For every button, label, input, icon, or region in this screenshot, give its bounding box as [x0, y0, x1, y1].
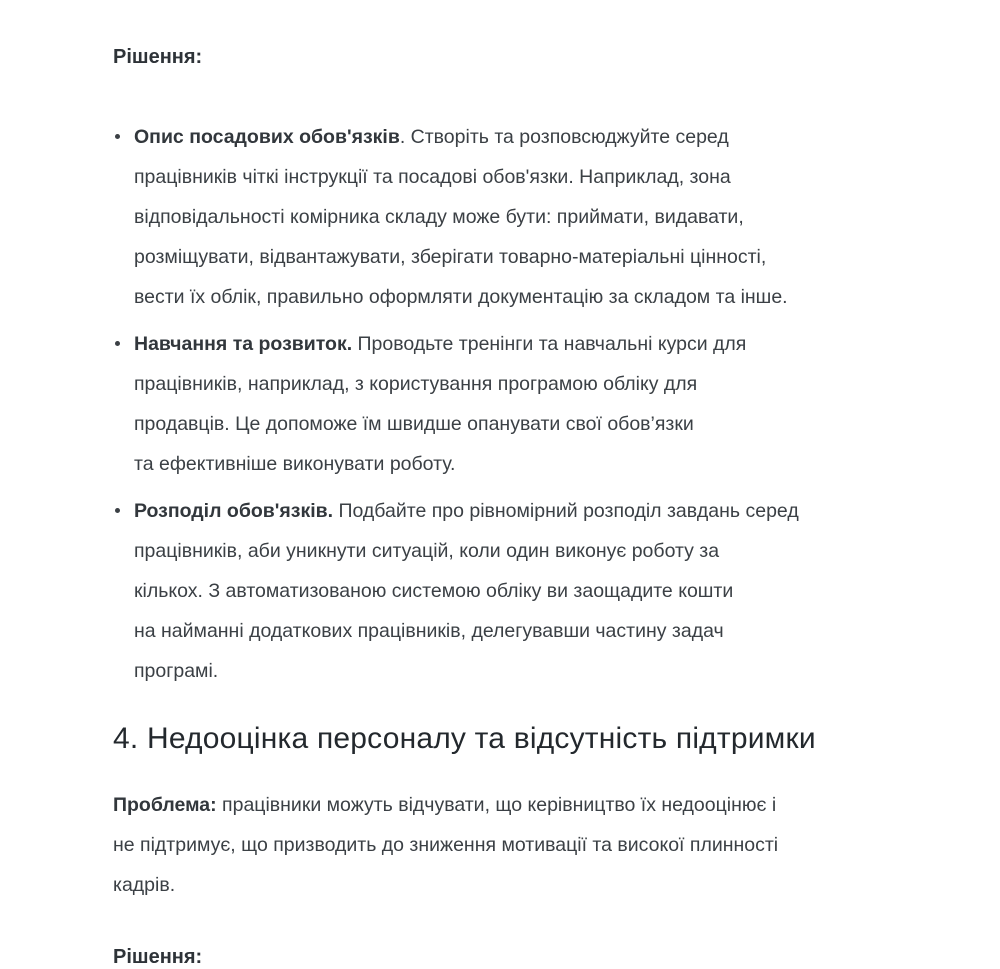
list-item	[113, 324, 910, 484]
bullet-lead: Розподіл обов'язків.	[134, 500, 334, 522]
bullet-dot-icon	[115, 508, 120, 513]
section-4-heading: 4. Недооцінка персоналу та відсутність підтримки	[113, 722, 816, 755]
bullet-lead: Навчання та розвиток.	[134, 333, 353, 355]
list-item	[113, 491, 910, 691]
bullet-text: Проводьте тренінги та навчальні курси для працівників, наприклад, з користування програмою обліку для продавців. Це допоможе їм швидше опанувати свої обов’язки та ефективніше виконувати роботу.	[134, 333, 747, 475]
problem-lead: Проблема:	[113, 794, 217, 816]
bullet-text: Подбайте про рівномірний розподіл завдань серед працівників, аби уникнути ситуацій, коли один виконує роботу за кількох. З автоматизованою системою обліку ви заощадите кошти на найманні додаткових працівників, делегувавши частину задач програмі.	[134, 500, 799, 682]
problem-paragraph	[113, 785, 910, 905]
problem-text: працівники можуть відчувати, що керівництво їх недооцінює і не підтримує, що призводить до зниження мотивації та високої плинності кадрів.	[113, 794, 779, 896]
solution-heading-bottom: Рішення:	[113, 946, 203, 968]
list-item	[113, 117, 910, 317]
solutions-bullet-list	[113, 117, 910, 691]
bullet-dot-icon	[115, 134, 120, 139]
solution-heading-top: Рішення:	[113, 46, 203, 68]
bullet-lead: Опис посадових обов'язків	[134, 126, 400, 148]
bullet-text: . Створіть та розповсюджуйте серед працівників чіткі інструкції та посадові обов'язки. Наприклад, зона відповідальності комірника складу може бути: приймати, видавати, розміщувати, відвантажувати, зберігати товарно-матеріальні цінності, вести їх облік, правильно оформляти документацію за складом та інше.	[134, 126, 788, 308]
bullet-dot-icon	[115, 341, 120, 346]
